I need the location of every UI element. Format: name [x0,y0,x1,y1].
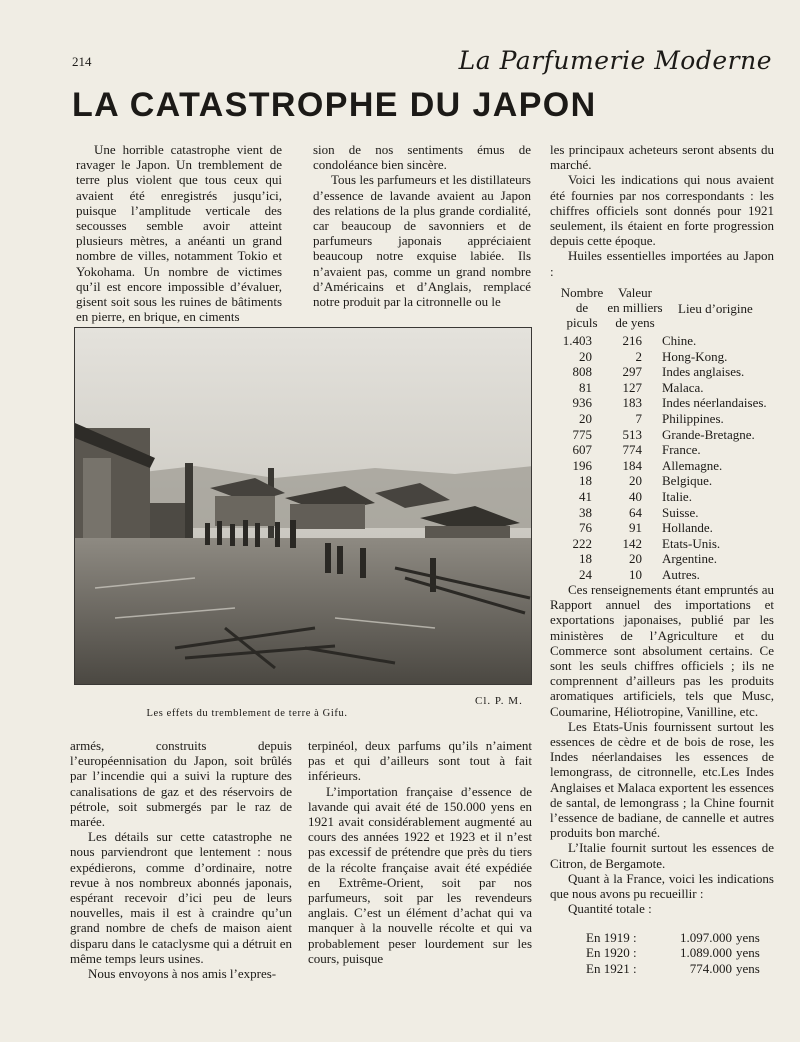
totals-row [586,930,760,945]
row-quantity: 18 [579,551,592,567]
table-row [548,551,774,567]
photo-caption: Les effets du tremblement de terre à Gifu. [146,708,348,719]
row-quantity: 76 [579,520,592,536]
totals-row [586,961,760,976]
table-row [548,567,774,583]
header-value: Valeur en milliers de yens [607,285,663,330]
column-6 [550,582,774,916]
paragraph: Voici les indications qui nous avaient été fournies par nos correspondants : les chiffres officiels sont donnés pour 1921 seulement, ils étaient en forte progression depuis cette époque. [550,172,774,249]
table-row [548,442,774,458]
table-row [548,473,774,489]
row-quantity: 81 [579,379,592,395]
page-number: 214 [72,54,92,69]
paragraph: armés, construits depuis l’européennisation du Japon, soit brûlés par l’incendie qui a suivi la rupture des canalisations de gaz et des réservoirs de pétrole, soit submergés par le raz de marée. [70,738,292,830]
header-quantity: Nombre de piculs [560,285,604,330]
table-header [548,283,774,333]
row-origin: Suisse. [662,504,699,520]
totals-value: 1.089.000 [680,945,732,961]
row-value: 513 [622,426,642,442]
column-1 [76,142,282,324]
row-origin: Belgique. [662,473,713,489]
row-quantity: 222 [572,535,592,551]
table-row [548,520,774,536]
row-origin: Hollande. [662,520,713,536]
table-row [548,489,774,505]
row-quantity: 18 [579,473,592,489]
row-origin: Hong-Kong. [662,348,728,364]
row-origin: Allemagne. [662,457,723,473]
row-value: 91 [629,520,642,536]
table-row [548,411,774,427]
row-quantity: 24 [579,566,592,582]
row-origin: Philippines. [662,410,724,426]
paragraph: Huiles essentielles importées au Japon : [550,248,774,279]
row-quantity: 20 [579,348,592,364]
row-value: 20 [629,551,642,567]
paragraph: Quantité totale : [568,901,652,917]
row-quantity: 808 [572,364,592,380]
column-2 [313,142,531,309]
paragraph: Les détails sur cette catastrophe ne nous parviendront que lentement : nous expédierons, comme d’ordinaire, notre revue à nos nombreux abonnés japonais, espérant recevoir d’ici peu de leurs nouvelles, mais il est à craindre qu’un grand nombre de chefs de maison aient disparu dans le cataclysme qui a détruit en même temps leurs usines. [70,829,292,966]
table-row [548,505,774,521]
row-origin: Autres. [662,566,700,582]
totals-unit: yens [736,960,760,976]
paragraph: Ces renseignements étant empruntés au Rapport annuel des importations et exportations japonaises, publié par les ministères de l’Agriculture et du Commerce sont absolument certains. Ce sont les seuls chiffres officiels ; ils ne comprennent d’ailleurs pas les produits aromatiques artificiels, tels que Musc, Coumarine, Héliotropine, Vanilline, etc. [550,582,774,719]
totals-year: En 1919 : [586,930,637,945]
paragraph: L’Italie fournit surtout les essences de Citron, de Bergamote. [550,840,774,871]
row-value: 40 [629,488,642,504]
row-quantity: 196 [572,457,592,473]
totals-unit: yens [736,945,760,961]
totals-unit: yens [736,930,760,945]
paragraph: Nous envoyons à nos amis l’expres- [88,966,277,982]
row-value: 184 [622,457,642,473]
row-quantity: 20 [579,410,592,426]
header-origin: Lieu d’origine [678,301,753,316]
row-quantity: 936 [572,395,592,411]
row-value: 142 [622,535,642,551]
paragraph: sion de nos sentiments émus de condoléance bien sincère. [313,142,531,173]
totals-year: En 1920 : [586,945,637,961]
totals-value: 1.097.000 [680,930,732,945]
row-value: 216 [622,333,642,348]
table-row [548,395,774,411]
photo-credit: Cl. P. M. [475,695,523,707]
table-row [548,333,774,349]
row-origin: Indes néerlandaises. [662,395,767,411]
totals-year: En 1921 : [586,960,637,976]
row-quantity: 38 [579,504,592,520]
table-row [548,536,774,552]
row-value: 297 [622,364,642,380]
paragraph: Une horrible catastrophe vient de ravager le Japon. Un tremblement de terre plus violent que tous ceux qui avaient été enregistrés jusqu’ici, puisque l’amplitude verticale des secousses semble avoir atteint plusieurs mètres, a anéanti un grand nombre de villes, notamment Tokio et Yokohama. Un nombre de victimes qu’il est encore impossible d’évaluer, gisent soit sous les ruines de bâtiments en pierre, en brique, en ciments [76,142,282,325]
row-quantity: 41 [579,488,592,504]
table-row [548,427,774,443]
column-3 [550,142,774,279]
table-row [548,380,774,396]
row-origin: Grande-Bretagne. [662,426,755,442]
row-origin: Malaca. [662,379,704,395]
paragraph: Tous les parfumeurs et les distillateurs d’essence de lavande avaient au Japon des relations de la plus grande cordialité, car beaucoup de savonniers et de parfumeurs japonais appréciaient beaucoup notre exquise labiée. Ils n’avaient pas, comme un grand nombre d’Américains et d’Anglais, remplacé notre produit par la citronnelle ou le [313,172,531,310]
row-quantity: 775 [572,426,592,442]
france-totals [586,930,760,976]
article-title: LA CATASTROPHE DU JAPON [72,86,597,124]
row-quantity: 607 [572,442,592,458]
column-5 [308,738,532,966]
row-value: 64 [629,504,642,520]
row-origin: Indes anglaises. [662,364,745,380]
paragraph: les principaux acheteurs seront absents du marché. [550,142,774,173]
table-row [548,364,774,380]
essential-oils-table [548,283,774,583]
paragraph: terpinéol, deux parfums qu’ils n’aiment pas et qui d’ailleurs sont tout à fait inférieurs. [308,738,532,784]
paragraph: Quant à la France, voici les indications que nous avons pu recueillir : [550,870,774,902]
paragraph: L’importation française d’essence de lavande qui avait été de 150.000 yens en 1921 avait considérablement augmenté au cours des années 1922 et 1923 et il n’est pas excessif de prétendre que près du tiers de la récolte française avait été expédiée en Extrême-Orient, soit par nos parfumeurs, soit par les revendeurs anglais. C’est un élément d’achat qui va manquer à la nouvelle récolte et qui va probablement peser lourdement sur les cours, puisque [308,783,532,966]
row-value: 183 [622,395,642,411]
paragraph: Les Etats-Unis fournissent surtout les essences de cèdre et de bois de rose, les Indes néerlandaises les essences de lemongrass, de citronnelle, etc.Les Indes Anglaises et Malaca exportent les essences de santal, de lemongrass ; la Chine fournit l’essence de badiane, de cannelle et autres produits bon marché. [550,718,774,841]
column-4 [70,738,292,981]
table-row [548,458,774,474]
row-quantity: 1.403 [562,333,592,348]
totals-value: 774.000 [689,960,732,976]
row-origin: Chine. [662,333,697,348]
row-origin: France. [662,442,701,458]
row-value: 774 [622,442,642,458]
journal-masthead: La Parfumerie Moderne [458,46,772,75]
table-row [548,349,774,365]
row-value: 2 [635,348,642,364]
row-origin: Italie. [662,488,692,504]
row-value: 20 [629,473,642,489]
row-value: 10 [629,566,642,582]
row-value: 127 [622,379,642,395]
row-value: 7 [635,410,642,426]
row-origin: Argentine. [662,551,717,567]
earthquake-photo [74,327,532,685]
row-origin: Etats-Unis. [662,535,721,551]
totals-row [586,945,760,960]
table-body [548,333,774,583]
